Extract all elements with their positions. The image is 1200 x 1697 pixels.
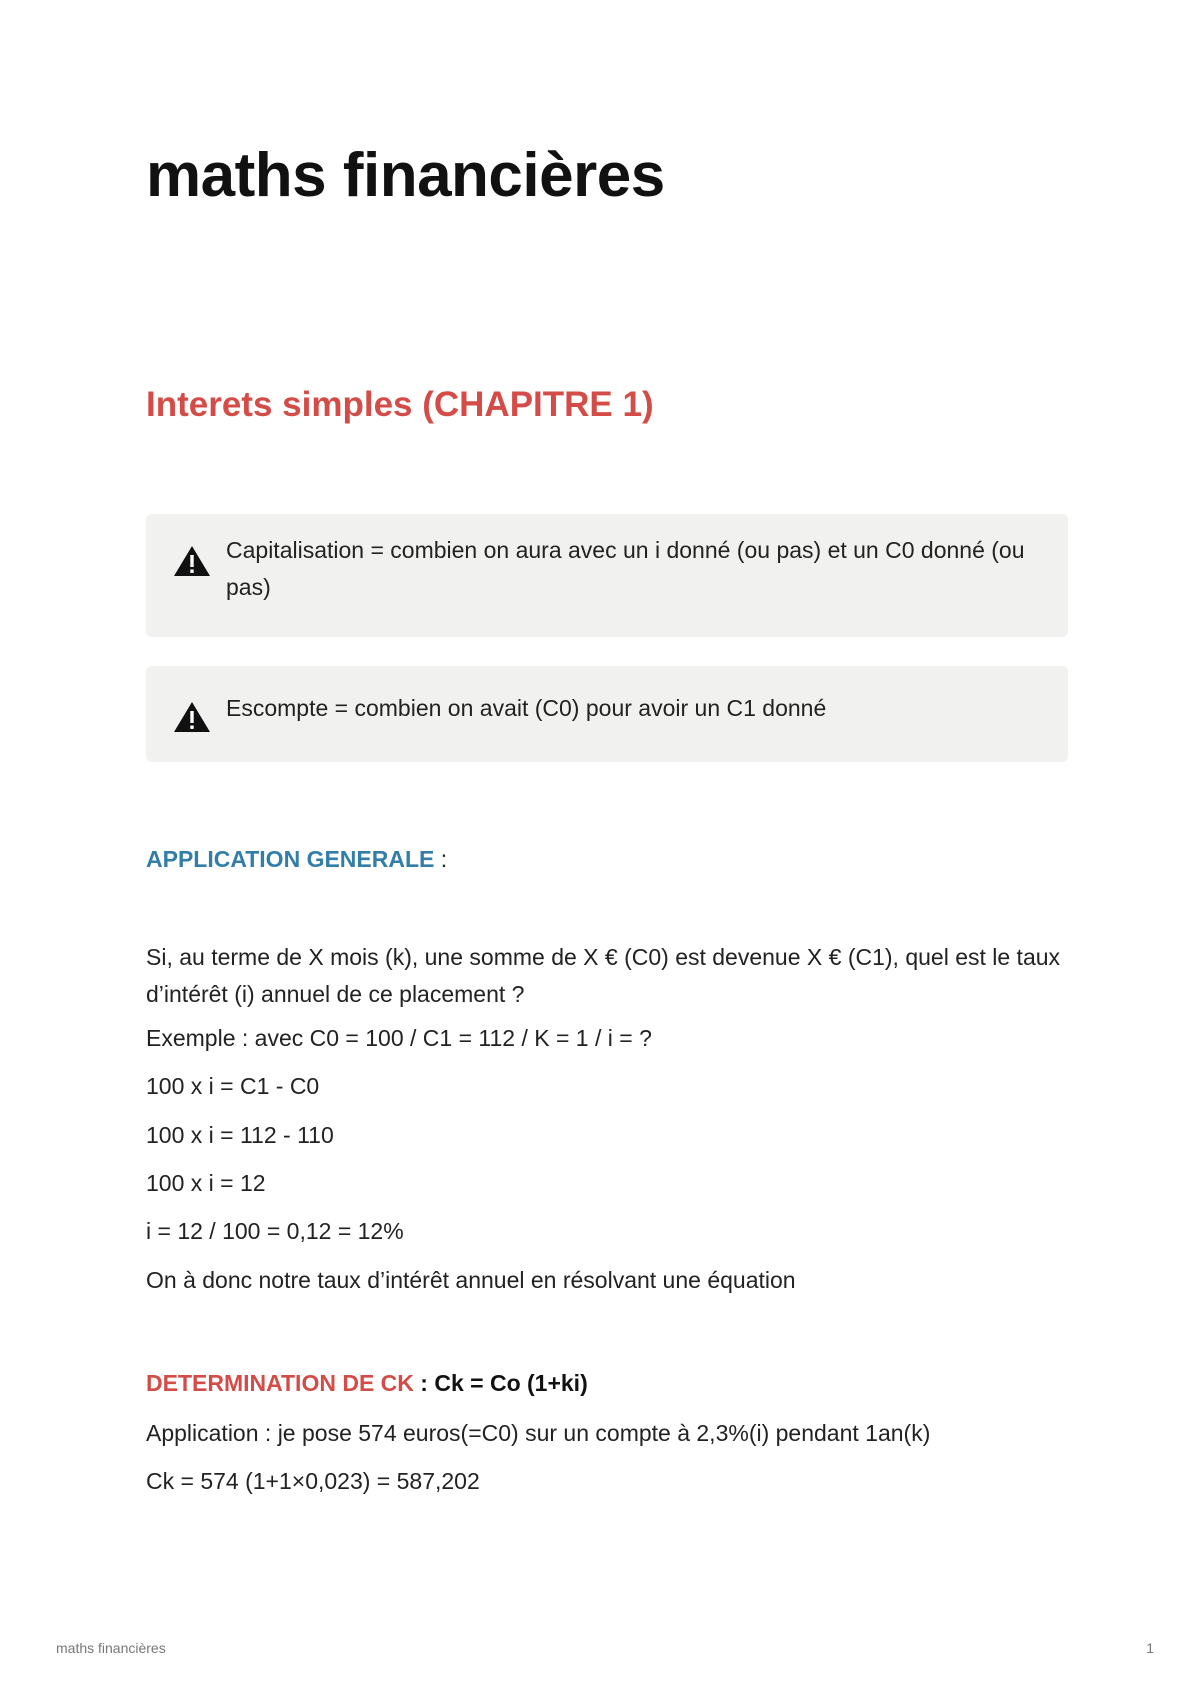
warning-icon — [172, 544, 212, 578]
equation-line: 100 x i = 112 - 110 — [146, 1122, 334, 1148]
example-line: Exemple : avec C0 = 100 / C1 = 112 / K = 1 / i = ? — [146, 1025, 652, 1051]
application-colon: : — [434, 846, 448, 872]
equation-line: 100 x i = C1 - C0 — [146, 1073, 320, 1099]
callout-text: Escompte = combien on avait (C0) pour avoir un C1 donné — [226, 695, 827, 721]
page-number: 1 — [1146, 1640, 1154, 1656]
application-label: APPLICATION GENERALE — [146, 846, 435, 872]
application-heading — [146, 843, 447, 875]
equation-line: i = 12 / 100 = 0,12 = 12% — [146, 1218, 404, 1244]
determination-label: DETERMINATION DE CK — [146, 1370, 414, 1396]
callout-capitalisation — [146, 514, 1068, 637]
warning-icon — [172, 700, 212, 734]
result-line: Ck = 574 (1+1×0,023) = 587,202 — [146, 1468, 480, 1494]
footer-title: maths financières — [56, 1640, 166, 1656]
callout-escompte — [146, 666, 1068, 762]
determination-formula: : Ck = Co (1+ki) — [413, 1370, 588, 1396]
section-heading: Interets simples (CHAPITRE 1) — [146, 385, 654, 424]
determination-heading — [146, 1367, 588, 1399]
page-title: maths financières — [146, 141, 665, 210]
question-paragraph: Si, au terme de X mois (k), une somme de X € (C0) est devenue X € (C1), quel est le taux d’intérêt (i) annuel de ce placement ? — [146, 944, 1061, 1007]
conclusion-line: On à donc notre taux d’intérêt annuel en résolvant une équation — [146, 1267, 796, 1293]
application-line: Application : je pose 574 euros(=C0) sur un compte à 2,3%(i) pendant 1an(k) — [146, 1420, 931, 1446]
equation-line: 100 x i = 12 — [146, 1170, 266, 1196]
callout-text: Capitalisation = combien on aura avec un i donné (ou pas) et un C0 donné (ou pas) — [226, 537, 1025, 600]
